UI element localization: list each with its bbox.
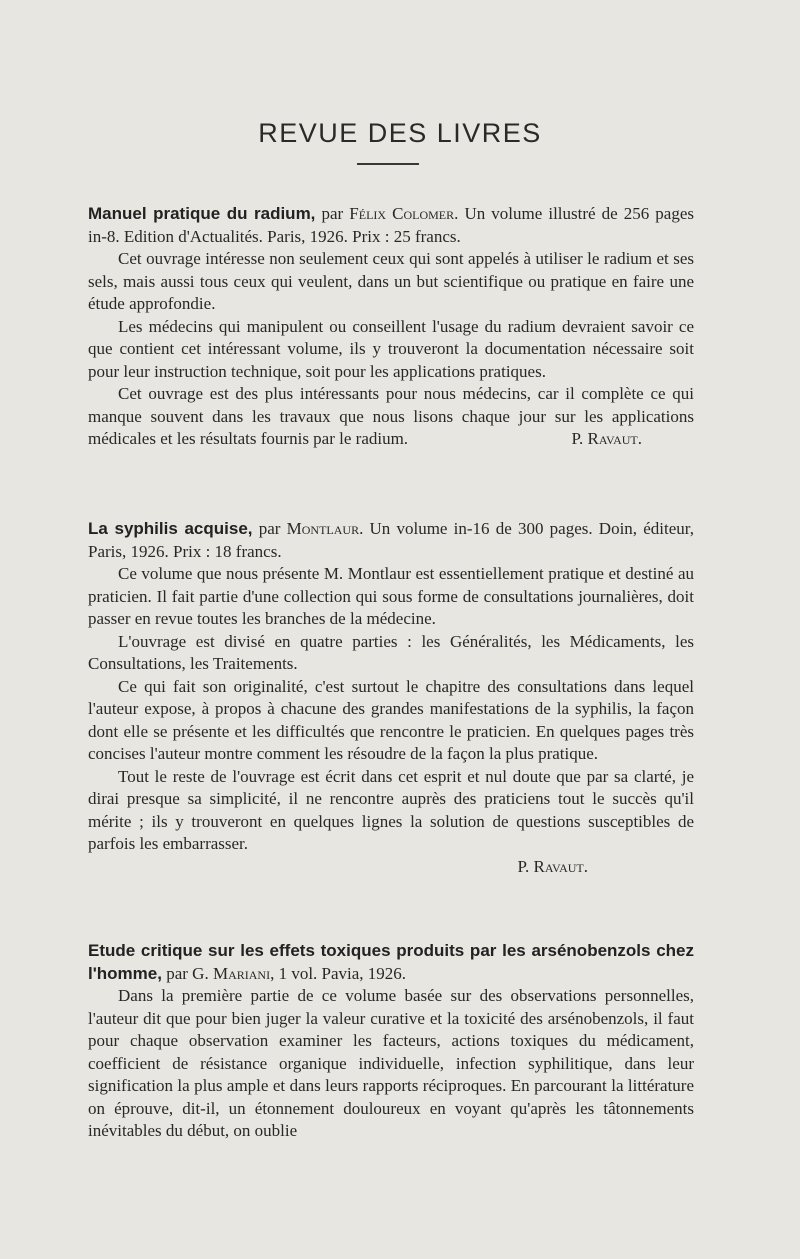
book-title: Manuel pratique du radium, <box>88 204 316 223</box>
review-paragraph: Ce volume que nous présente M. Montlaur est essentiellement pratique et destiné au praticien. Il fait partie d'une collection qui sous forme de consultations journalières, doit passer en revue toutes les branches de la médecine. <box>88 564 694 628</box>
review-paragraph: Ce qui fait son originalité, c'est surtout le chapitre des consultations dans lequel l'auteur expose, à propos à chacune des grandes manifestations de la syphilis, la façon dont elle se présente et les difficultés que rencontre le praticien. En quelques pages très concises l'auteur montre comment les résoudre de la façon la plus pratique. <box>88 676 694 763</box>
review-signature: P. Ravaut. <box>517 856 588 876</box>
review-paragraph-text: Cet ouvrage est des plus intéressants pour nous médecins, car il complète ce qui manque souvent dans les travaux que nous lisons chaque jour sur les applications médicales et les résultats fournis par le radium. <box>88 384 694 448</box>
review-heading <box>88 518 694 563</box>
review-mariani <box>88 940 694 1143</box>
review-paragraph: L'ouvrage est divisé en quatre parties : les Généralités, les Médicaments, les Consultations, les Traitements. <box>88 631 694 673</box>
review-signature: P. Ravaut. <box>571 429 642 448</box>
book-author: Montlaur <box>286 519 360 538</box>
book-title: La syphilis acquise, <box>88 519 253 538</box>
review-paragraph: Tout le reste de l'ouvrage est écrit dans cet esprit et nul doute que par sa clarté, je dirai presque sa simplicité, il ne rencontre auprès des praticiens tout le succès qu'il mérite ; ils y trouveront en quelques lignes la solution de questions susceptibles de parfois les embarrasser. <box>88 766 694 853</box>
book-author: Félix Colomer <box>349 204 455 223</box>
review-paragraph-last <box>88 383 694 451</box>
book-author: G. Mariani <box>192 963 271 983</box>
book-details: . Un volume illustré de 256 pages in-8. Edition d'Actualités. Paris, 1926. Prix : 25 francs. <box>88 204 695 246</box>
review-heading <box>88 940 694 985</box>
book-details: . Un volume in-16 de 300 pages. Doin, éditeur, Paris, 1926. Prix : 18 francs. <box>88 519 695 561</box>
by-word: par <box>321 204 344 223</box>
review-heading <box>88 203 694 248</box>
review-paragraph: Les médecins qui manipulent ou conseillent l'usage du radium devraient savoir ce que contient cet intéressant volume, ils y trouveront la documentation nécessaire soit pour leur instruction technique, soit pour les applications pratiques. <box>88 316 694 381</box>
by-word: par <box>166 963 188 983</box>
book-details: , 1 vol. Pavia, 1926. <box>270 963 407 983</box>
review-paragraph: Cet ouvrage intéresse non seulement ceux qui sont appelés à utiliser le radium et ses sels, mais aussi tous ceux qui veulent, dans un but scientifique ou pratique en faire une étude approfondie. <box>88 249 694 313</box>
review-colomer <box>88 203 694 451</box>
page-title: REVUE DES LIVRES <box>258 118 542 148</box>
review-paragraph: Dans la première partie de ce volume basée sur des observations personnelles, l'auteur dit que pour bien juger la valeur curative et la toxicité des arsénobenzols, il faut pour chaque observation examiner les facteurs, actions toxiques du médicament, coefficient de résistance organique individuelle, infection syphilitique, dans leur signification la plus ample et dans leurs rapports réciproques. En parcourant la littérature on éprouve, dit-il, un étonnement douloureux en voyant qu'après les tâtonnements inévitables du début, on oublie <box>88 986 694 1140</box>
review-montlaur <box>88 518 694 878</box>
by-word: par <box>258 519 281 538</box>
title-rule <box>357 163 419 165</box>
book-title: Etude critique sur les effets toxiques produits par les arsénobenzols chez l'homme, <box>88 941 694 983</box>
